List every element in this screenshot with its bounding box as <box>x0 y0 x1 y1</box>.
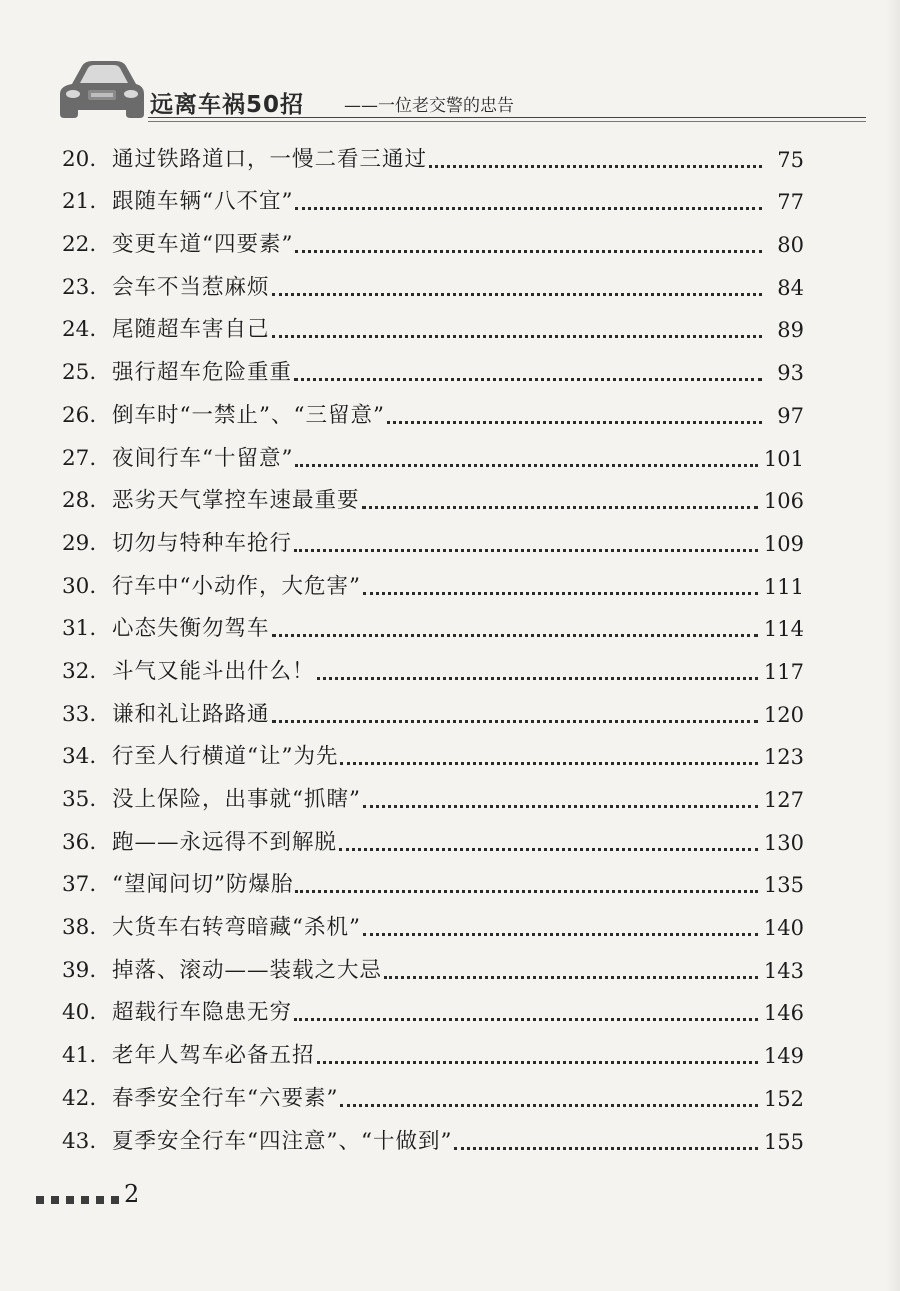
footer-square <box>66 1196 74 1204</box>
toc-entry-page: 117 <box>763 659 804 684</box>
dot-leader <box>272 634 758 637</box>
toc-entry-page: 130 <box>763 830 804 855</box>
dot-leader <box>429 165 762 168</box>
toc-entry-number: 30. <box>62 573 97 599</box>
dot-leader <box>362 506 758 509</box>
dot-leader <box>272 335 762 338</box>
toc-entry <box>62 305 804 348</box>
toc-entry <box>62 262 804 305</box>
toc-entry <box>62 604 804 647</box>
toc-entry-title: 跑——永远得不到解脱 <box>112 829 338 855</box>
toc-entry-number: 41. <box>62 1043 97 1069</box>
toc-entry-number: 36. <box>62 829 97 855</box>
toc-entry-title: “望闻问切”防爆胎 <box>112 872 294 898</box>
toc-entry-page: 135 <box>763 873 804 898</box>
dot-leader <box>295 250 762 253</box>
toc-entry-page: 111 <box>763 574 804 599</box>
toc-entry-title: 没上保险，出事就“抓瞎” <box>112 787 361 812</box>
toc-entry-title: 行至人行横道“让”为先 <box>112 744 339 770</box>
dot-leader <box>317 677 758 680</box>
toc-entry-title: 夜间行车“十留意” <box>112 445 294 471</box>
toc-entry-page: 140 <box>763 916 804 941</box>
footer-square <box>111 1196 119 1204</box>
toc-entry-page: 123 <box>763 745 804 770</box>
toc-entry <box>62 177 804 220</box>
toc-entry-number: 35. <box>62 787 97 812</box>
toc-entry-title: 倒车时“一禁止”、“三留意” <box>112 402 385 428</box>
toc-entry-number: 27. <box>62 445 97 471</box>
toc-entry-title: 春季安全行车“六要素” <box>112 1085 339 1111</box>
toc-entry-number: 31. <box>62 616 97 642</box>
toc-entry-title: 心态失衡勿驾车 <box>112 616 270 642</box>
toc-entry-title: 恶劣天气掌控车速最重要 <box>112 488 360 514</box>
toc-entry <box>62 347 804 390</box>
dot-leader <box>294 378 762 381</box>
toc-entry-number: 38. <box>62 915 97 941</box>
toc-entry-page: 106 <box>763 489 804 514</box>
toc-entry <box>62 689 804 732</box>
toc-entry-number: 21. <box>62 189 97 215</box>
toc-entry-number: 40. <box>62 1000 97 1026</box>
toc-entry <box>62 860 804 903</box>
dot-leader <box>295 207 762 210</box>
toc-entry-page: 89 <box>777 318 804 343</box>
page-number: 2 <box>124 1180 140 1208</box>
toc-entry-title: 尾随超车害自己 <box>112 317 270 343</box>
toc-entry-page: 97 <box>777 403 804 428</box>
header-rule-thin <box>148 121 866 122</box>
toc-entry <box>62 1030 804 1073</box>
toc-entry <box>62 988 804 1031</box>
toc-entry-number: 25. <box>62 360 97 386</box>
toc-entry-title: 老年人驾车必备五招 <box>112 1043 315 1069</box>
toc-entry-title: 谦和礼让路路通 <box>112 701 270 727</box>
toc-entry <box>62 817 804 860</box>
dot-leader <box>339 848 758 851</box>
toc-entry-page: 84 <box>777 275 804 300</box>
toc-entry-page: 152 <box>763 1086 804 1111</box>
toc-entry-number: 43. <box>62 1128 97 1154</box>
toc-entry-number: 20. <box>62 146 97 172</box>
toc-entry-title: 通过铁路道口，一慢二看三通过 <box>112 146 428 172</box>
toc-entry <box>62 1116 804 1159</box>
dot-leader <box>294 549 758 552</box>
dot-leader <box>363 933 758 936</box>
toc-entry-title: 大货车右转弯暗藏“杀机” <box>112 915 361 941</box>
toc-entry-page: 114 <box>763 617 804 642</box>
toc-entry-page: 155 <box>763 1129 804 1154</box>
book-title: 远离车祸50招 <box>150 92 305 118</box>
toc-entry-title: 夏季安全行车“四注意”、“十做到” <box>112 1128 453 1154</box>
dot-leader <box>295 890 757 893</box>
footer-square <box>51 1196 59 1204</box>
toc-entry-title: 切勿与特种车抢行 <box>112 530 293 556</box>
toc-entry-page: 93 <box>777 361 804 386</box>
toc-entry-page: 109 <box>763 531 804 556</box>
toc-entry-number: 34. <box>62 744 97 770</box>
toc-entry-number: 22. <box>62 232 97 258</box>
toc-entry-page: 146 <box>763 1001 804 1026</box>
toc-entry-title: 变更车道“四要素” <box>112 232 294 258</box>
dot-leader <box>454 1147 757 1150</box>
toc-entry <box>62 1073 804 1116</box>
toc-entry-title: 行车中“小动作，大危害” <box>112 573 361 599</box>
toc-entry <box>62 945 804 988</box>
toc-entry <box>62 518 804 561</box>
dot-leader <box>295 464 757 467</box>
car-icon <box>58 54 146 120</box>
toc-entry-page: 149 <box>763 1044 804 1069</box>
toc-entry-title: 斗气又能斗出什么！ <box>112 658 315 684</box>
toc-entry-page: 127 <box>763 788 804 812</box>
toc-entry-page: 75 <box>777 147 804 172</box>
toc-entry <box>62 476 804 519</box>
toc-entry-title: 掉落、滚动——装载之大忌 <box>112 957 383 983</box>
toc-entry-page: 143 <box>763 958 804 983</box>
dot-leader <box>340 1104 757 1107</box>
toc-entry-page: 77 <box>777 190 804 215</box>
toc-entry-title: 跟随车辆“八不宜” <box>112 189 294 215</box>
toc-entry-title: 会车不当惹麻烦 <box>112 274 270 300</box>
book-subtitle: ——一位老交警的忠告 <box>344 96 514 116</box>
dot-leader <box>294 1018 758 1021</box>
dot-leader <box>272 720 758 723</box>
toc-entry <box>62 134 804 177</box>
toc-entry-number: 28. <box>62 488 97 514</box>
toc-entry <box>62 219 804 262</box>
running-header <box>58 50 848 130</box>
toc-entry <box>62 390 804 433</box>
dot-leader <box>363 592 758 595</box>
toc-entry-page: 120 <box>763 702 804 727</box>
toc-entry-number: 32. <box>62 658 97 684</box>
footer-square <box>96 1196 104 1204</box>
header-rule <box>148 117 866 118</box>
toc-entry <box>62 774 804 817</box>
footer-square <box>81 1196 89 1204</box>
toc-entry <box>62 732 804 775</box>
dot-leader <box>384 976 758 979</box>
dot-leader <box>317 1061 758 1064</box>
toc-entry-page: 80 <box>777 233 804 258</box>
footer-ornament <box>36 1196 126 1204</box>
footer-square <box>36 1196 44 1204</box>
page-edge-shadow <box>886 0 900 1291</box>
toc-entry-title: 强行超车危险重重 <box>112 360 293 386</box>
toc-entry <box>62 561 804 604</box>
toc-entry <box>62 902 804 945</box>
toc-entry-number: 33. <box>62 701 97 727</box>
toc-entry-number: 23. <box>62 274 97 300</box>
toc-entry-number: 29. <box>62 530 97 556</box>
dot-leader <box>387 421 762 424</box>
toc-entry-page: 101 <box>763 446 804 471</box>
toc-entry-number: 42. <box>62 1085 97 1111</box>
dot-leader <box>272 293 762 296</box>
toc-entry-number: 39. <box>62 957 97 983</box>
toc-entry-number: 24. <box>62 317 97 343</box>
toc-entry <box>62 646 804 689</box>
toc-entry-number: 26. <box>62 402 97 428</box>
dot-leader <box>363 805 758 808</box>
dot-leader <box>340 762 757 765</box>
toc-entry-number: 37. <box>62 872 97 898</box>
table-of-contents <box>62 134 804 1159</box>
toc-entry <box>62 433 804 476</box>
toc-entry-title: 超载行车隐患无穷 <box>112 1000 293 1026</box>
